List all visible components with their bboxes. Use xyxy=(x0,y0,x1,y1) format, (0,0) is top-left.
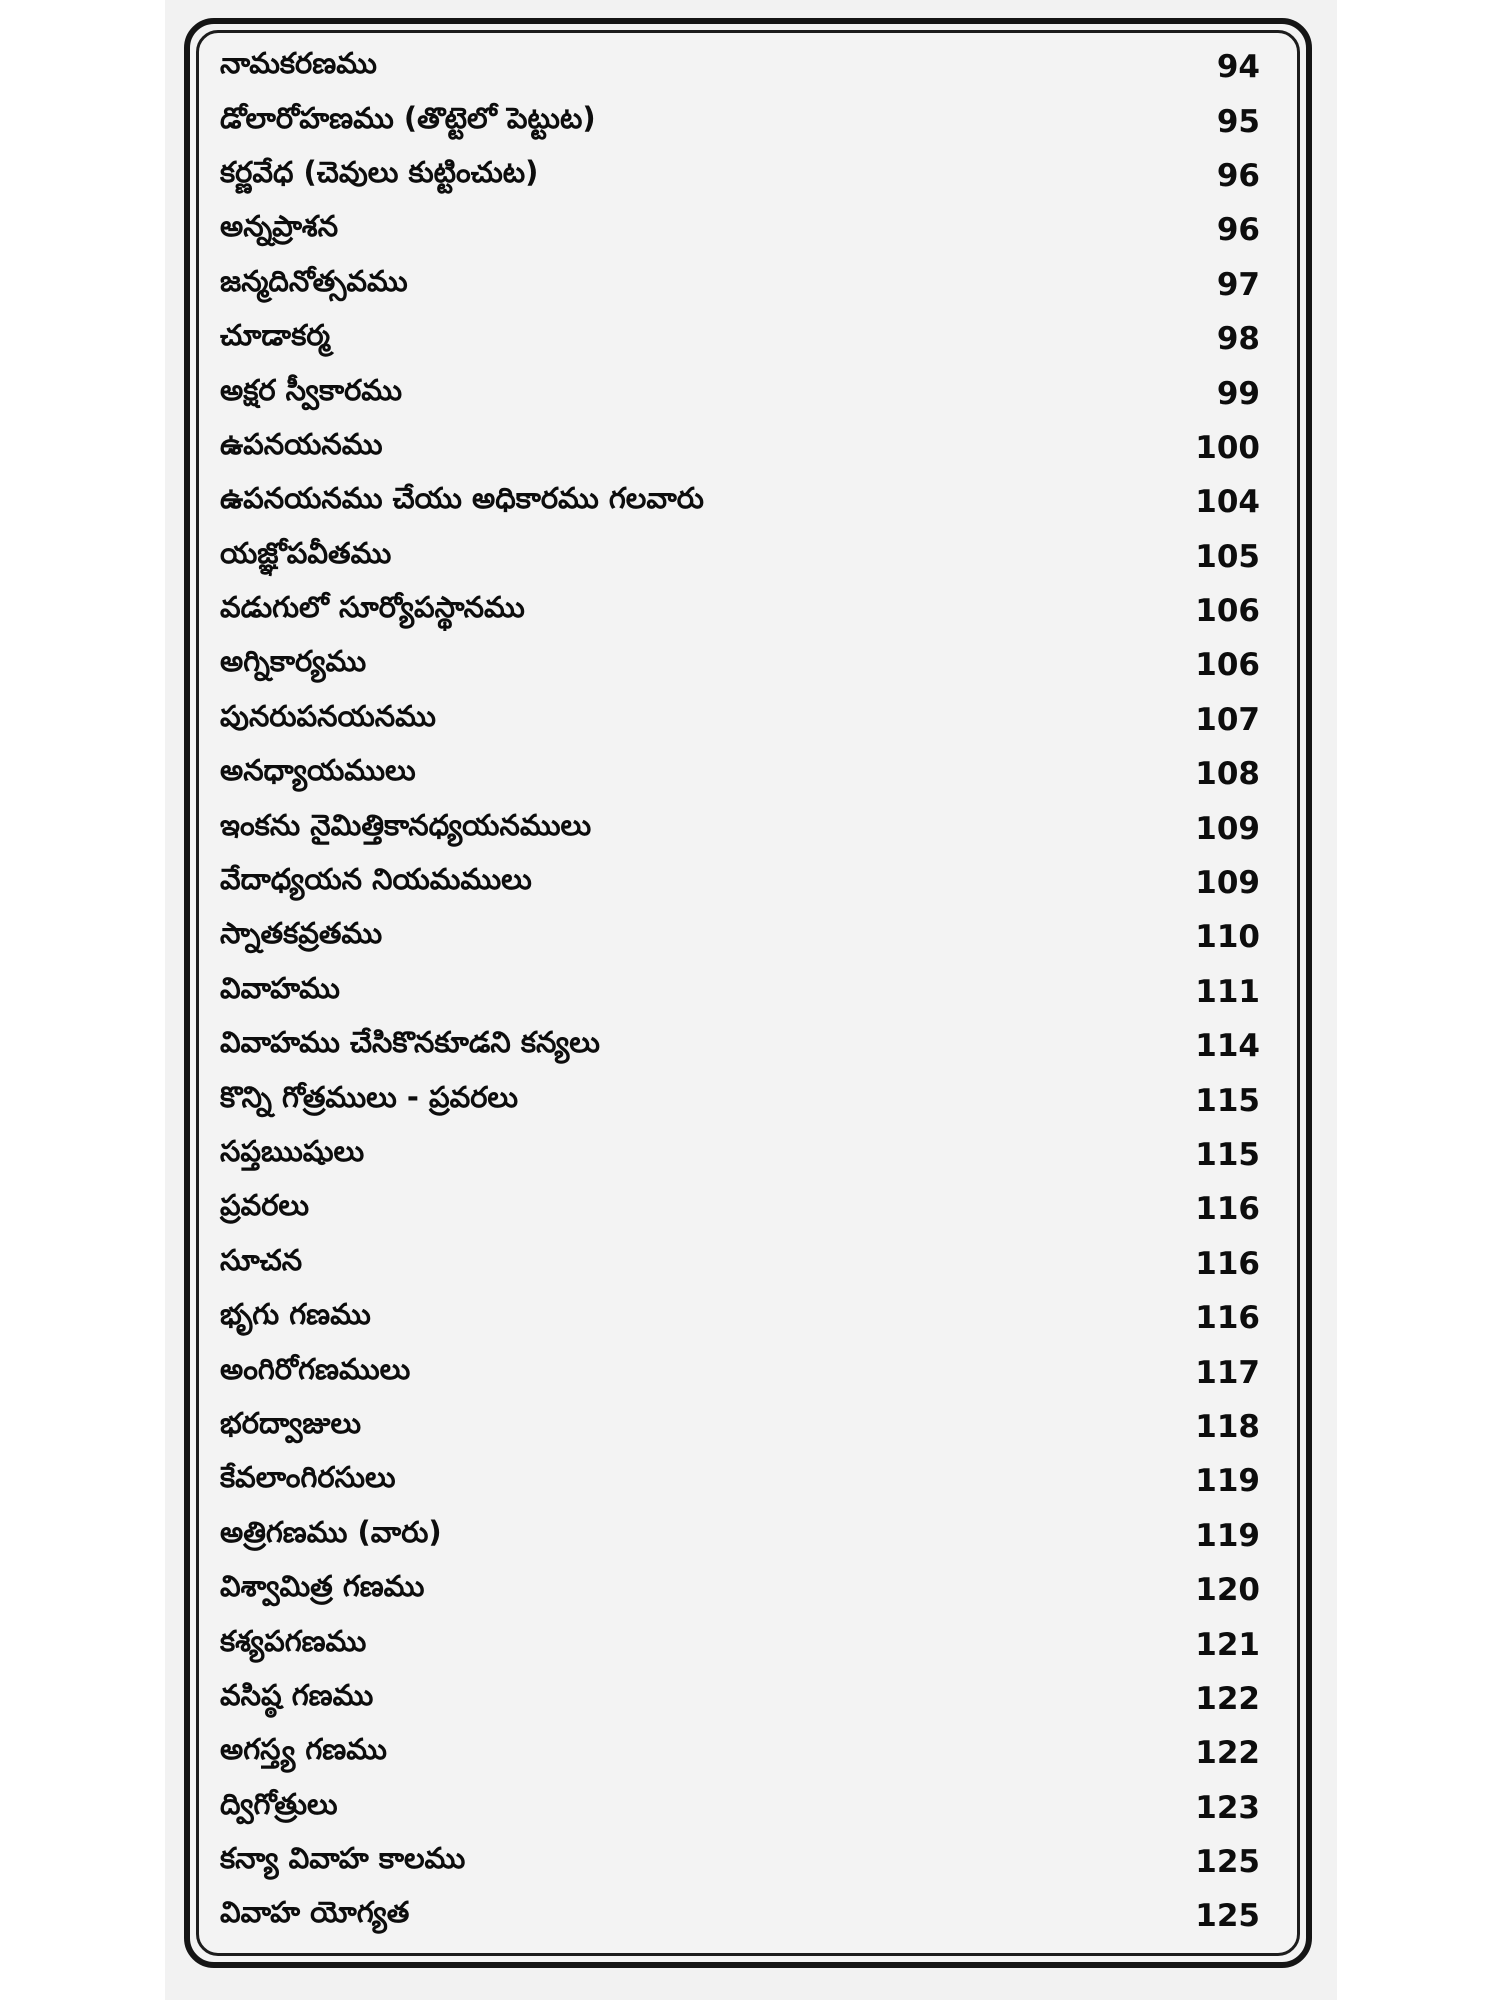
toc-entry-page-number: 116 xyxy=(1195,1300,1260,1337)
toc-entry-page-number: 122 xyxy=(1195,1735,1260,1772)
toc-entry-page-number: 109 xyxy=(1195,810,1260,847)
toc-entry-title: స్నాతకవ్రతము xyxy=(220,916,383,951)
toc-entry xyxy=(220,965,1260,1019)
toc-entry-title: డోలారోహణము (తొట్టెలో పెట్టుట) xyxy=(220,100,596,135)
toc-entry-title: కొన్ని గోత్రములు - ప్రవరలు xyxy=(220,1079,518,1114)
toc-entry-page-number: 116 xyxy=(1195,1191,1260,1228)
toc-entry-page-number: 106 xyxy=(1195,647,1260,684)
toc-entry-page-number: 104 xyxy=(1195,484,1260,521)
toc-entry-title: వివాహ యోగ్యత xyxy=(220,1895,410,1930)
toc-entry xyxy=(220,1182,1260,1236)
toc-entry-title: అనధ్యాయములు xyxy=(220,753,416,788)
toc-entry xyxy=(220,1291,1260,1345)
toc-entry xyxy=(220,1672,1260,1726)
toc-entry-title: భృగు గణము xyxy=(220,1297,371,1332)
toc-entry-page-number: 107 xyxy=(1195,701,1260,738)
toc-entry xyxy=(220,1454,1260,1508)
toc-entry-title: సూచన xyxy=(220,1242,303,1277)
toc-entry xyxy=(220,258,1260,312)
toc-entry xyxy=(220,856,1260,910)
toc-entry-title: అంగిరోగణములు xyxy=(220,1351,411,1386)
toc-entry-title: కన్యా వివాహ కాలము xyxy=(220,1841,466,1876)
toc-entry-title: ఇంకను నైమిత్తికానధ్యయనములు xyxy=(220,807,592,842)
toc-entry xyxy=(220,910,1260,964)
toc-entry xyxy=(220,1889,1260,1943)
toc-entry-page-number: 96 xyxy=(1216,157,1260,194)
toc-entry xyxy=(220,40,1260,94)
toc-entry xyxy=(220,149,1260,203)
toc-entry-page-number: 123 xyxy=(1195,1789,1260,1826)
toc-entry-title: పునరుపనయనము xyxy=(220,698,436,733)
toc-entry xyxy=(220,1073,1260,1127)
toc-entry-page-number: 100 xyxy=(1195,429,1260,466)
toc-entry xyxy=(220,421,1260,475)
toc-entry xyxy=(220,530,1260,584)
toc-entry-title: విశ్వామిత్ర గణము xyxy=(220,1569,425,1604)
toc-entry-title: చూడాకర్మ xyxy=(220,318,330,353)
toc-entry xyxy=(220,1509,1260,1563)
toc-entry xyxy=(220,1019,1260,1073)
toc-entry-title: యజ్ఞోపవీతము xyxy=(220,535,392,570)
toc-entry xyxy=(220,1617,1260,1671)
toc-entry xyxy=(220,366,1260,420)
toc-entry-title: వేదాధ్యయన నియమములు xyxy=(220,862,532,897)
toc-entry-title: ఉపనయనము చేయు అధికారము గలవారు xyxy=(220,481,704,516)
toc-entry xyxy=(220,1781,1260,1835)
toc-entry xyxy=(220,693,1260,747)
toc-entry-title: ఉపనయనము xyxy=(220,426,383,461)
toc-entry-page-number: 125 xyxy=(1195,1898,1260,1935)
toc-entry-page-number: 95 xyxy=(1216,103,1260,140)
toc-entry-page-number: 118 xyxy=(1195,1408,1260,1445)
toc-entry xyxy=(220,1128,1260,1182)
toc-entry-page-number: 117 xyxy=(1195,1354,1260,1391)
toc-entry-title: కర్ణవేధ (చెవులు కుట్టించుట) xyxy=(220,154,539,189)
toc-entry xyxy=(220,747,1260,801)
table-of-contents xyxy=(220,40,1260,1944)
toc-entry-page-number: 115 xyxy=(1195,1137,1260,1173)
toc-entry xyxy=(220,584,1260,638)
toc-entry-page-number: 109 xyxy=(1195,865,1260,902)
toc-entry-title: కేవలాంగిరసులు xyxy=(220,1460,396,1495)
toc-entry-title: భరద్వాజులు xyxy=(220,1405,362,1440)
toc-entry xyxy=(220,94,1260,148)
toc-entry-title: వడుగులో సూర్యోపస్థానము xyxy=(220,590,525,625)
toc-entry xyxy=(220,638,1260,692)
toc-entry xyxy=(220,1237,1260,1291)
toc-entry xyxy=(220,1563,1260,1617)
toc-entry xyxy=(220,1726,1260,1780)
toc-entry-page-number: 96 xyxy=(1216,212,1260,249)
toc-entry-page-number: 121 xyxy=(1195,1626,1260,1663)
toc-entry-page-number: 105 xyxy=(1195,538,1260,575)
toc-entry xyxy=(220,203,1260,257)
toc-entry-page-number: 111 xyxy=(1195,973,1260,1010)
toc-entry xyxy=(220,475,1260,529)
toc-entry xyxy=(220,801,1260,855)
toc-entry-title: వివాహము చేసికొనకూడని కన్యలు xyxy=(220,1025,600,1060)
toc-entry-title: ద్విగోత్రులు xyxy=(220,1786,338,1821)
toc-entry-page-number: 97 xyxy=(1216,266,1260,303)
toc-entry-page-number: 119 xyxy=(1195,1517,1260,1554)
toc-entry-title: వసిష్ఠ గణము xyxy=(220,1677,374,1712)
toc-entry-title: జన్మదినోత్సవము xyxy=(220,263,408,298)
toc-entry-page-number: 116 xyxy=(1195,1245,1260,1282)
toc-entry-page-number: 99 xyxy=(1216,375,1260,412)
toc-entry-title: నామకరణము xyxy=(220,46,377,81)
toc-entry xyxy=(220,1345,1260,1399)
toc-entry-title: వివాహము xyxy=(220,970,340,1005)
toc-entry-title: కశ్యపగణము xyxy=(220,1623,367,1658)
toc-entry-page-number: 106 xyxy=(1195,593,1260,630)
toc-entry-title: అగ్నికార్యము xyxy=(220,644,367,679)
toc-entry-title: సప్తఋషులు xyxy=(220,1134,365,1168)
toc-entry-page-number: 119 xyxy=(1195,1463,1260,1500)
toc-entry-page-number: 98 xyxy=(1216,321,1260,358)
toc-entry-page-number: 114 xyxy=(1195,1028,1260,1065)
toc-entry-page-number: 94 xyxy=(1216,49,1260,86)
toc-entry-page-number: 115 xyxy=(1195,1082,1260,1119)
toc-entry-page-number: 125 xyxy=(1195,1844,1260,1881)
toc-entry-title: అగస్త్య గణము xyxy=(220,1732,387,1767)
toc-entry-title: అత్రిగణము (వారు) xyxy=(220,1514,442,1549)
toc-entry-page-number: 108 xyxy=(1195,756,1260,793)
toc-entry xyxy=(220,1835,1260,1889)
toc-entry xyxy=(220,1400,1260,1454)
toc-entry-page-number: 122 xyxy=(1195,1680,1260,1717)
toc-entry-page-number: 110 xyxy=(1195,919,1260,956)
toc-entry xyxy=(220,312,1260,366)
toc-entry-title: అక్షర స్వీకారము xyxy=(220,372,403,407)
toc-entry-title: అన్నప్రాశన xyxy=(220,209,339,244)
toc-entry-title: ప్రవరలు xyxy=(220,1188,310,1223)
toc-entry-page-number: 120 xyxy=(1195,1572,1260,1609)
